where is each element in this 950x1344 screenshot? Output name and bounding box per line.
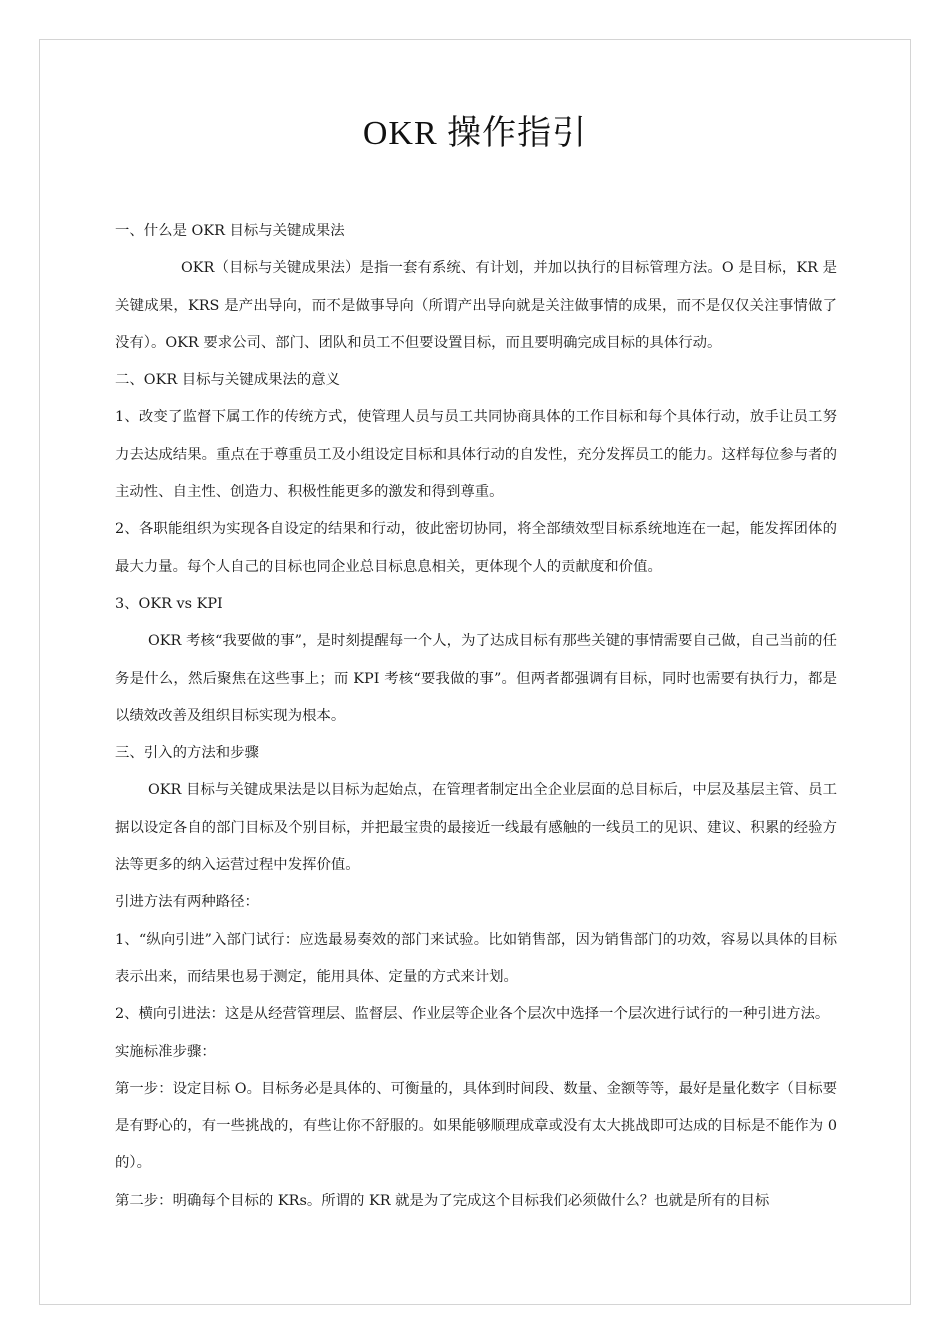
list-item-step-1: 第一步：设定目标 O。目标务必是具体的、可衡量的，具体到时间段、数量、金额等等，最好是量化数字（目标要是有野心的，有一些挑战的，有些让你不舒服的。如果能够顺理成章或没有太大挑战即可达成的目标是不能作为 0 的）。	[115, 1080, 837, 1172]
list-item-significance-3: 3、OKR vs KPI	[115, 595, 223, 612]
paragraph-okr-definition: OKR（目标与关键成果法）是指一套有系统、有计划，并加以执行的目标管理方法。O 是目标，KR 是关键成果，KRS 是产出导向，而不是做事导向（所谓产出导向就是关注做事情的成果，而不是仅仅关注事情做了没有）。OKR 要求公司、部门、团队和员工不但要设置目标，而且要明确完成目标的具体行动。	[115, 260, 837, 351]
list-item-step-2: 第二步：明确每个目标的 KRs。所谓的 KR 就是为了完成这个目标我们必须做什么？也就是所有的目标	[115, 1192, 770, 1209]
document-body	[115, 213, 837, 1220]
list-item-path-1: 1、“纵向引进”入部门试行：应选最易奏效的部门来试验。比如销售部，因为销售部门的功效，容易以具体的目标表示出来，而结果也易于测定，能用具体、定量的方式来计划。	[115, 931, 837, 985]
list-item-path-2: 2、横向引进法：这是从经营管理层、监督层、作业层等企业各个层次中选择一个层次进行试行的一种引进方法。	[115, 1006, 830, 1023]
document-title: OKR 操作指引	[362, 115, 588, 152]
section-heading-3: 三、引入的方法和步骤	[115, 745, 259, 762]
paragraph-methods-intro: OKR 目标与关键成果法是以目标为起始点，在管理者制定出全企业层面的总目标后，中层及基层主管、员工据以设定各自的部门目标及个别目标，并把最宝贵的最接近一线最有感触的一线员工的见识、建议、积累的经验方法等更多的纳入运营过程中发挥价值。	[115, 782, 837, 874]
list-item-significance-2: 2、各职能组织为实现各自设定的结果和行动，彼此密切协同，将全部绩效型目标系统地连在一起，能发挥团体的最大力量。每个人自己的目标也同企业总目标息息相关，更体现个人的贡献度和价值。	[115, 521, 837, 575]
paragraph-okr-vs-kpi: OKR 考核“我要做的事”，是时刻提醒每一个人，为了达成目标有那些关键的事情需要自己做，自己当前的任务是什么，然后聚焦在这些事上；而 KPI 考核“要我做的事”。但两者都强调有目标，同时也需要有执行力，都是以绩效改善及组织目标实现为根本。	[115, 633, 837, 724]
section-heading-1: 一、什么是 OKR 目标与关键成果法	[115, 223, 345, 239]
list-item-significance-1: 1、改变了监督下属工作的传统方式，使管理人员与员工共同协商具体的工作目标和每个具体行动，放手让员工努力去达成结果。重点在于尊重员工及小组设定目标和具体行动的自发性，充分发挥员工的能力。这样每位参与者的主动性、自主性、创造力、积极性能更多的激发和得到尊重。	[115, 409, 837, 501]
paragraph-steps-heading: 实施标准步骤：	[115, 1043, 216, 1060]
document-page	[39, 39, 911, 1305]
section-heading-2: 二、OKR 目标与关键成果法的意义	[115, 372, 341, 389]
paragraph-paths-heading: 引进方法有两种路径：	[115, 894, 259, 911]
